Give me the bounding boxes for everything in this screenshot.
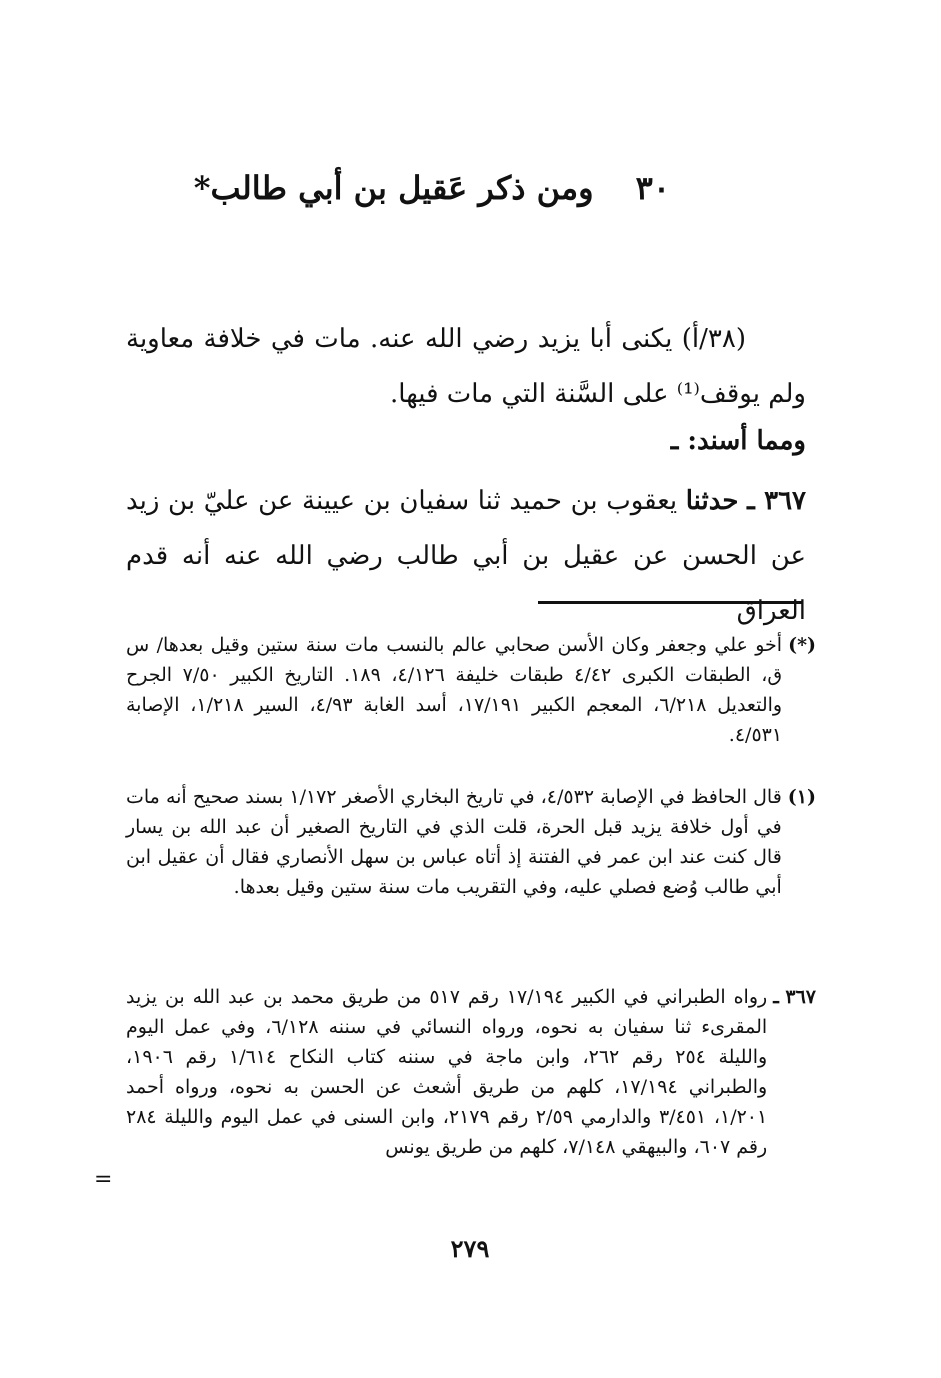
- footnote-star-text: أخو علي وجعفر وكان الأسن صحابي عالم بالنسب مات سنة ستين وقيل بعدها/ س ق، الطبقات الكبرى ٤/٤٢ طبقات خليفة ٤/١٢٦، ١٨٩. التاريخ الكبير ٧/٥٠ الجرح والتعديل ٦/٢١٨، المعجم الكبير ١٧/١٩١، أسد الغابة ٤/٩٣، السير ١/٢١٨، الإصابة ٤/٥٣١.: [126, 634, 783, 746]
- footnote-hadith-367-mark: ٣٦٧ ـ: [773, 986, 816, 1008]
- biography-paragraph: [126, 312, 806, 422]
- footnote-one-mark: (١): [787, 786, 816, 808]
- continuation-mark: =: [94, 1167, 113, 1192]
- footnote-one: [126, 782, 816, 902]
- chapter-heading: [193, 160, 670, 216]
- page-number: ٢٧٩: [450, 1234, 490, 1263]
- hadith-number: ٣٦٧ ـ: [747, 486, 807, 516]
- chapter-title: ومن ذكر عَقيل بن أبي طالب*: [193, 169, 594, 207]
- section-label: [126, 414, 806, 469]
- hadith-lead: حدثنا: [685, 486, 739, 516]
- chapter-number: ٣٠: [635, 169, 670, 207]
- section-label-text: ومما أسند: ـ: [670, 426, 806, 456]
- footnote-one-text: قال الحافظ في الإصابة ٤/٥٣٢، في تاريخ البخاري الأصغر ١/١٧٢ بسند صحيح أنه مات في أول خلافة يزيد قبل الحرة، قلت الذي في التاريخ الصغير أن عبد الله بن يسار قال كنت عند ابن عمر في الفتنة إذ أتاه عباس بن سهل الأنصاري فقال أن عقيل ابن أبي طالب وُضع فصلي عليه، وفي التقريب مات سنة ستين وقيل بعدها.: [126, 786, 782, 898]
- footnote-hadith-367: [126, 982, 816, 1162]
- hadith-text: يعقوب بن حميد ثنا سفيان بن عيينة عن عليّ بن زيد عن الحسن عن عقيل بن أبي طالب رضي الله عنه أنه قدم العراق: [126, 486, 807, 626]
- footnote-separator: [538, 601, 802, 604]
- biography-text: (٣٨/أ) يكنى أبا يزيد رضي الله عنه. مات في خلافة معاوية ولم يوقف⁽¹⁾ على السَّنة التي مات فيها.: [126, 324, 806, 409]
- hadith-paragraph: [126, 474, 806, 639]
- footnote-hadith-367-text: رواه الطبراني في الكبير ١٧/١٩٤ رقم ٥١٧ من طريق محمد بن عبد الله بن يزيد المقرىء ثنا سفيان به نحوه، ورواه النسائي في سننه ٦/١٢٨، وفي عمل اليوم والليلة ٢٥٤ رقم ٢٦٢، وابن ماجة في سننه كتاب النكاح ١/٦١٤ رقم ١٩٠٦، والطبراني ١٧/١٩٤، كلهم من طريق أشعث عن الحسن به نحوه، ورواه أحمد ١/٢٠١، ٣/٤٥١ والدارمي ٢/٥٩ رقم ٢١٧٩، وابن السنى في عمل اليوم والليلة ٢٨٤ رقم ٦٠٧، والبيهقي ٧/١٤٨، كلهم من طريق يونس: [126, 986, 768, 1158]
- footnote-star-mark: (*): [788, 634, 816, 656]
- footnote-star: [126, 630, 816, 750]
